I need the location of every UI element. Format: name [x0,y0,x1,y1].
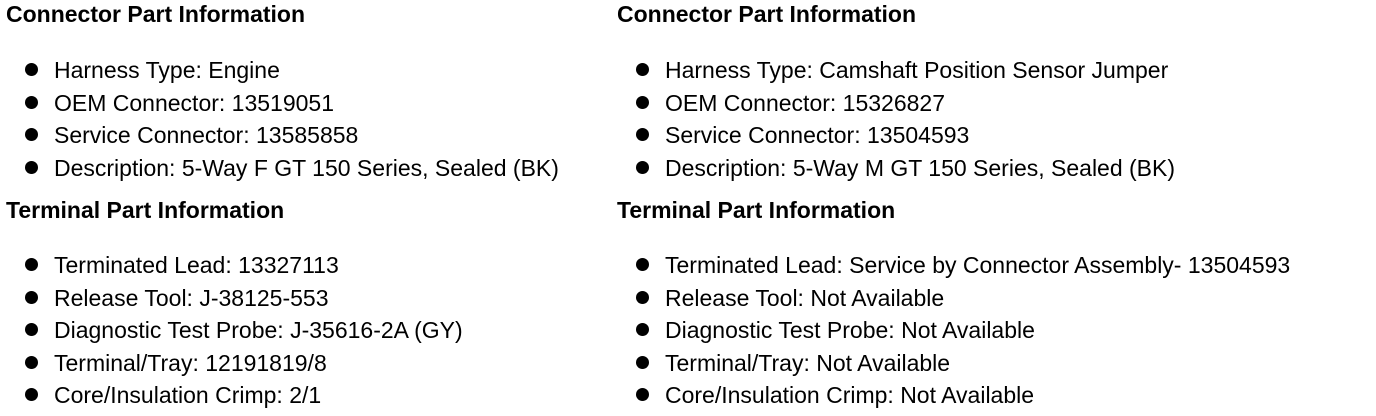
list-item-text: Terminated Lead: Service by Connector Assembly- 13504593 [665,252,1291,278]
list-item [617,56,1175,89]
list-item-text: Release Tool: J-38125-553 [54,284,329,311]
bullet-icon [636,291,649,304]
terminal-part-list [6,251,463,414]
list-item-text: Terminal/Tray: Not Available [665,349,951,376]
bullet-icon [25,161,38,174]
list-item [6,381,463,414]
terminal-part-heading: Terminal Part Information [6,197,285,223]
connector-part-list [6,56,559,186]
list-item [617,381,1290,414]
bullet-icon [25,291,38,304]
list-item-text: OEM Connector: 13519051 [54,89,335,116]
list-item-text: Harness Type: Engine [54,57,280,83]
list-item [6,56,559,89]
list-item-text: Diagnostic Test Probe: Not Available [665,317,1035,343]
bullet-icon [25,96,38,109]
list-item [617,121,1175,154]
list-item-text: Core/Insulation Crimp: Not Available [665,382,1035,408]
list-item-text: OEM Connector: 15326827 [665,89,946,116]
list-item [6,121,559,154]
list-item [617,89,1175,122]
list-item [617,316,1290,349]
bullet-icon [636,161,649,174]
bullet-icon [636,388,649,401]
connector-part-heading: Connector Part Information [6,1,306,27]
list-item [617,251,1290,284]
list-item [6,316,463,349]
bullet-icon [25,63,38,76]
list-item [6,251,463,284]
bullet-icon [25,388,38,401]
bullet-icon [636,258,649,271]
terminal-part-heading: Terminal Part Information [617,197,896,223]
bullet-icon [636,128,649,141]
list-item [6,154,559,187]
bullet-icon [25,356,38,369]
list-item-text: Service Connector: 13504593 [665,122,970,148]
list-item-text: Description: 5-Way F GT 150 Series, Sealed (BK) [54,154,559,181]
bullet-icon [25,258,38,271]
connector-part-heading: Connector Part Information [617,1,917,27]
connector-part-list [617,56,1175,186]
bullet-icon [636,96,649,109]
list-item-text: Diagnostic Test Probe: J-35616-2A (GY) [54,317,463,343]
list-item [6,349,463,382]
list-item [617,154,1175,187]
list-item-text: Terminated Lead: 13327113 [54,252,339,278]
list-item-text: Description: 5-Way M GT 150 Series, Sealed (BK) [665,154,1176,181]
bullet-icon [636,323,649,336]
list-item-text: Release Tool: Not Available [665,284,945,311]
bullet-icon [636,356,649,369]
bullet-icon [636,63,649,76]
list-item-text: Harness Type: Camshaft Position Sensor Jumper [665,57,1169,83]
list-item [6,89,559,122]
list-item [6,284,463,317]
list-item [617,349,1290,382]
bullet-icon [25,128,38,141]
bullet-icon [25,323,38,336]
list-item-text: Service Connector: 13585858 [54,122,359,148]
terminal-part-list [617,251,1290,414]
list-item [617,284,1290,317]
list-item-text: Core/Insulation Crimp: 2/1 [54,382,322,408]
list-item-text: Terminal/Tray: 12191819/8 [54,349,327,376]
